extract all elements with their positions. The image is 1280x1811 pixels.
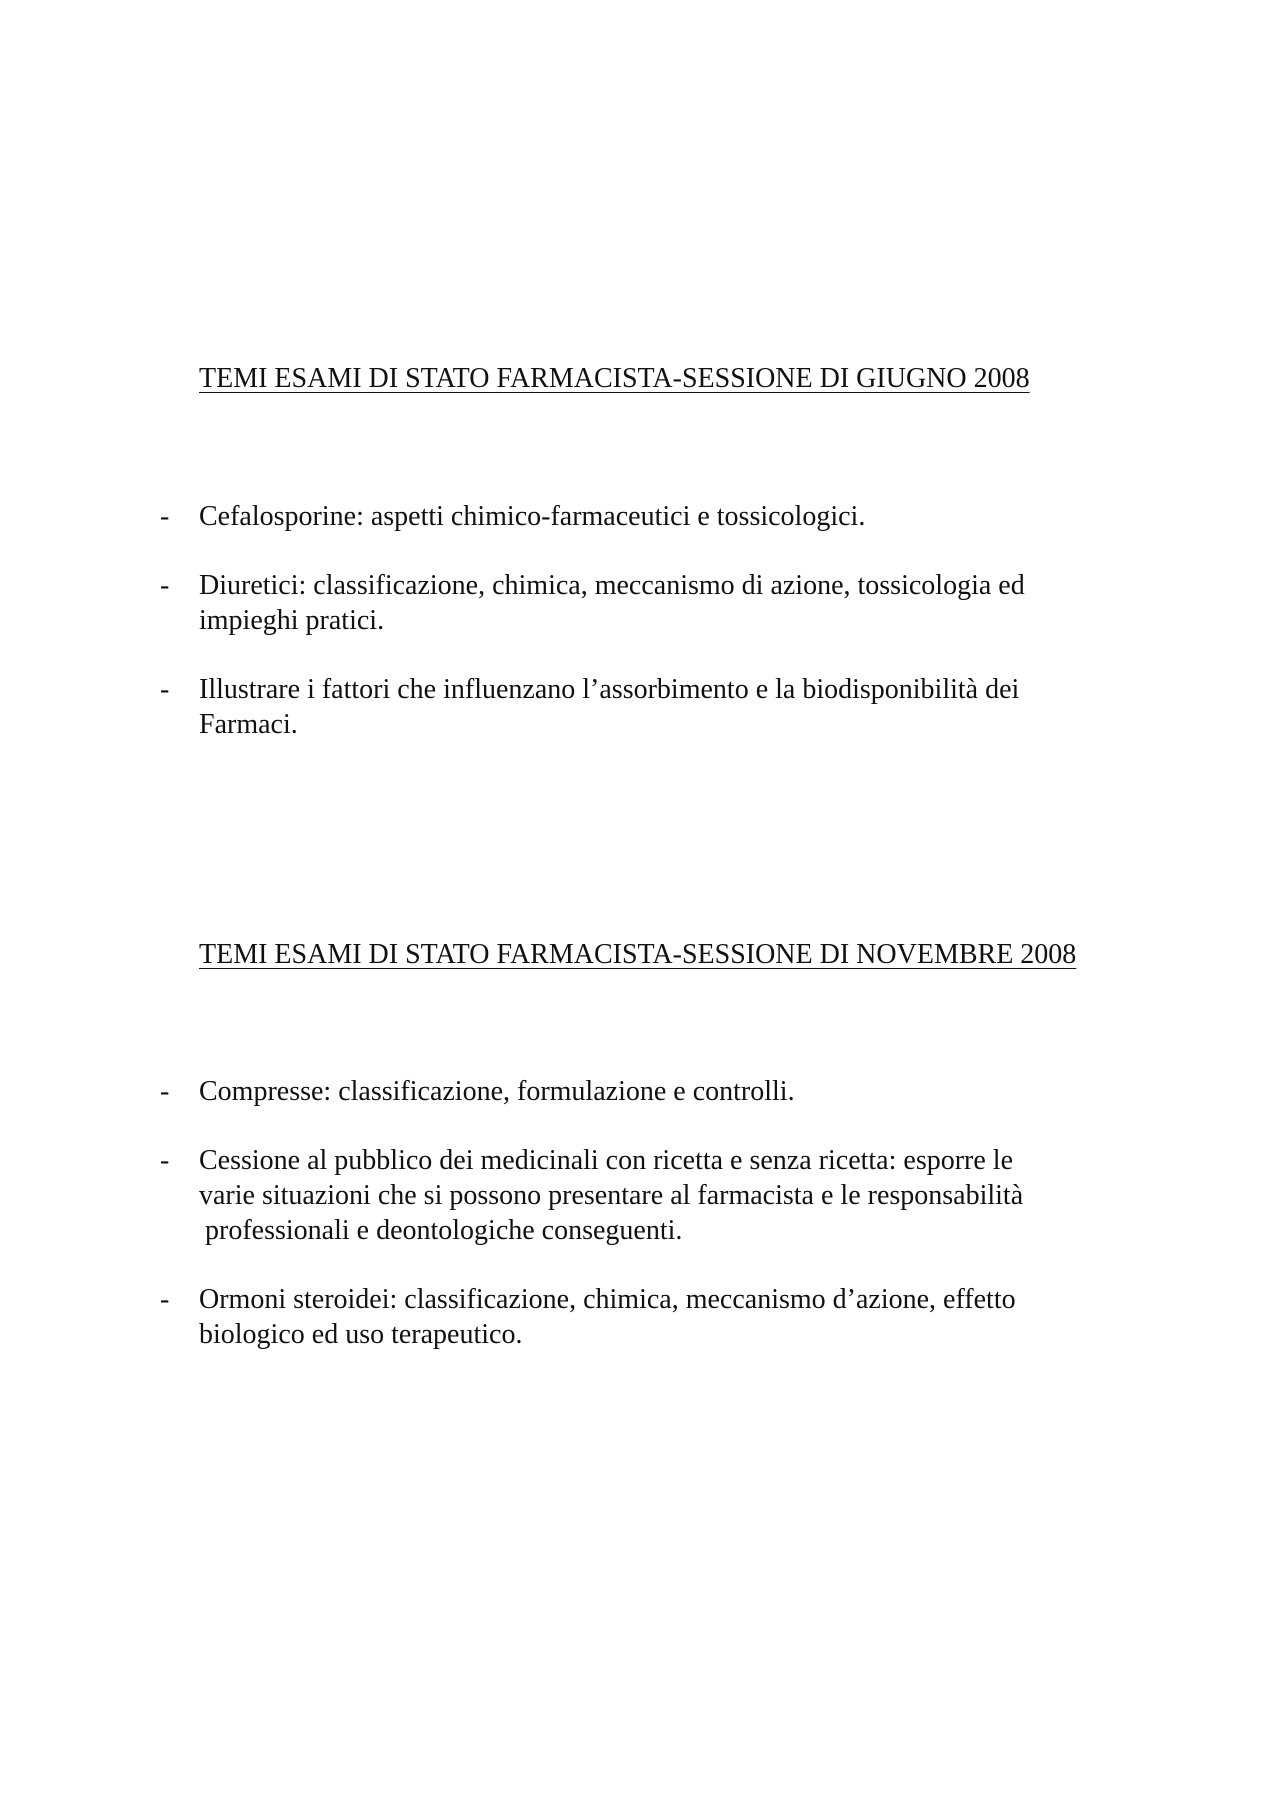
topic-text-line: Cefalosporine: aspetti chimico-farmaceutici e tossicologici. — [199, 501, 866, 532]
bullet-dash: - — [160, 570, 170, 601]
list-item — [0, 1074, 1280, 1109]
bullet-dash: - — [160, 1284, 170, 1315]
topic-text-line: Compresse: classificazione, formulazione e controlli. — [199, 1076, 795, 1107]
topic-text-line: biologico ed uso terapeutico. — [199, 1319, 523, 1350]
bullet-dash: - — [160, 674, 170, 705]
topic-text-line: Ormoni steroidei: classificazione, chimica, meccanismo d’azione, effetto — [199, 1284, 1016, 1315]
bullet-dash: - — [160, 1076, 170, 1107]
topic-text-line: varie situazioni che si possono presentare al farmacista e le responsabilità — [199, 1180, 1024, 1211]
topic-text-line: Farmaci. — [199, 709, 298, 740]
topic-text-line: professionali e deontologiche conseguenti. — [205, 1215, 683, 1246]
bullet-dash: - — [160, 1145, 170, 1176]
topic-text-line: Diuretici: classificazione, chimica, meccanismo di azione, tossicologia ed — [199, 570, 1025, 601]
list-item — [0, 672, 1280, 742]
list-item — [0, 1282, 1280, 1352]
list-item — [0, 1143, 1280, 1248]
topic-text-line: Cessione al pubblico dei medicinali con ricetta e senza ricetta: esporre le — [199, 1145, 1013, 1176]
section-title: TEMI ESAMI DI STATO FARMACISTA-SESSIONE DI GIUGNO 2008 — [199, 363, 1030, 394]
bullet-dash: - — [160, 501, 170, 532]
topic-text-line: Illustrare i fattori che influenzano l’assorbimento e la biodisponibilità dei — [199, 674, 1020, 705]
topic-list — [0, 499, 1280, 776]
topic-text-line: impieghi pratici. — [199, 605, 385, 636]
section-title: TEMI ESAMI DI STATO FARMACISTA-SESSIONE DI NOVEMBRE 2008 — [199, 939, 1077, 970]
list-item — [0, 499, 1280, 534]
list-item — [0, 568, 1280, 638]
topic-list — [0, 1074, 1280, 1386]
